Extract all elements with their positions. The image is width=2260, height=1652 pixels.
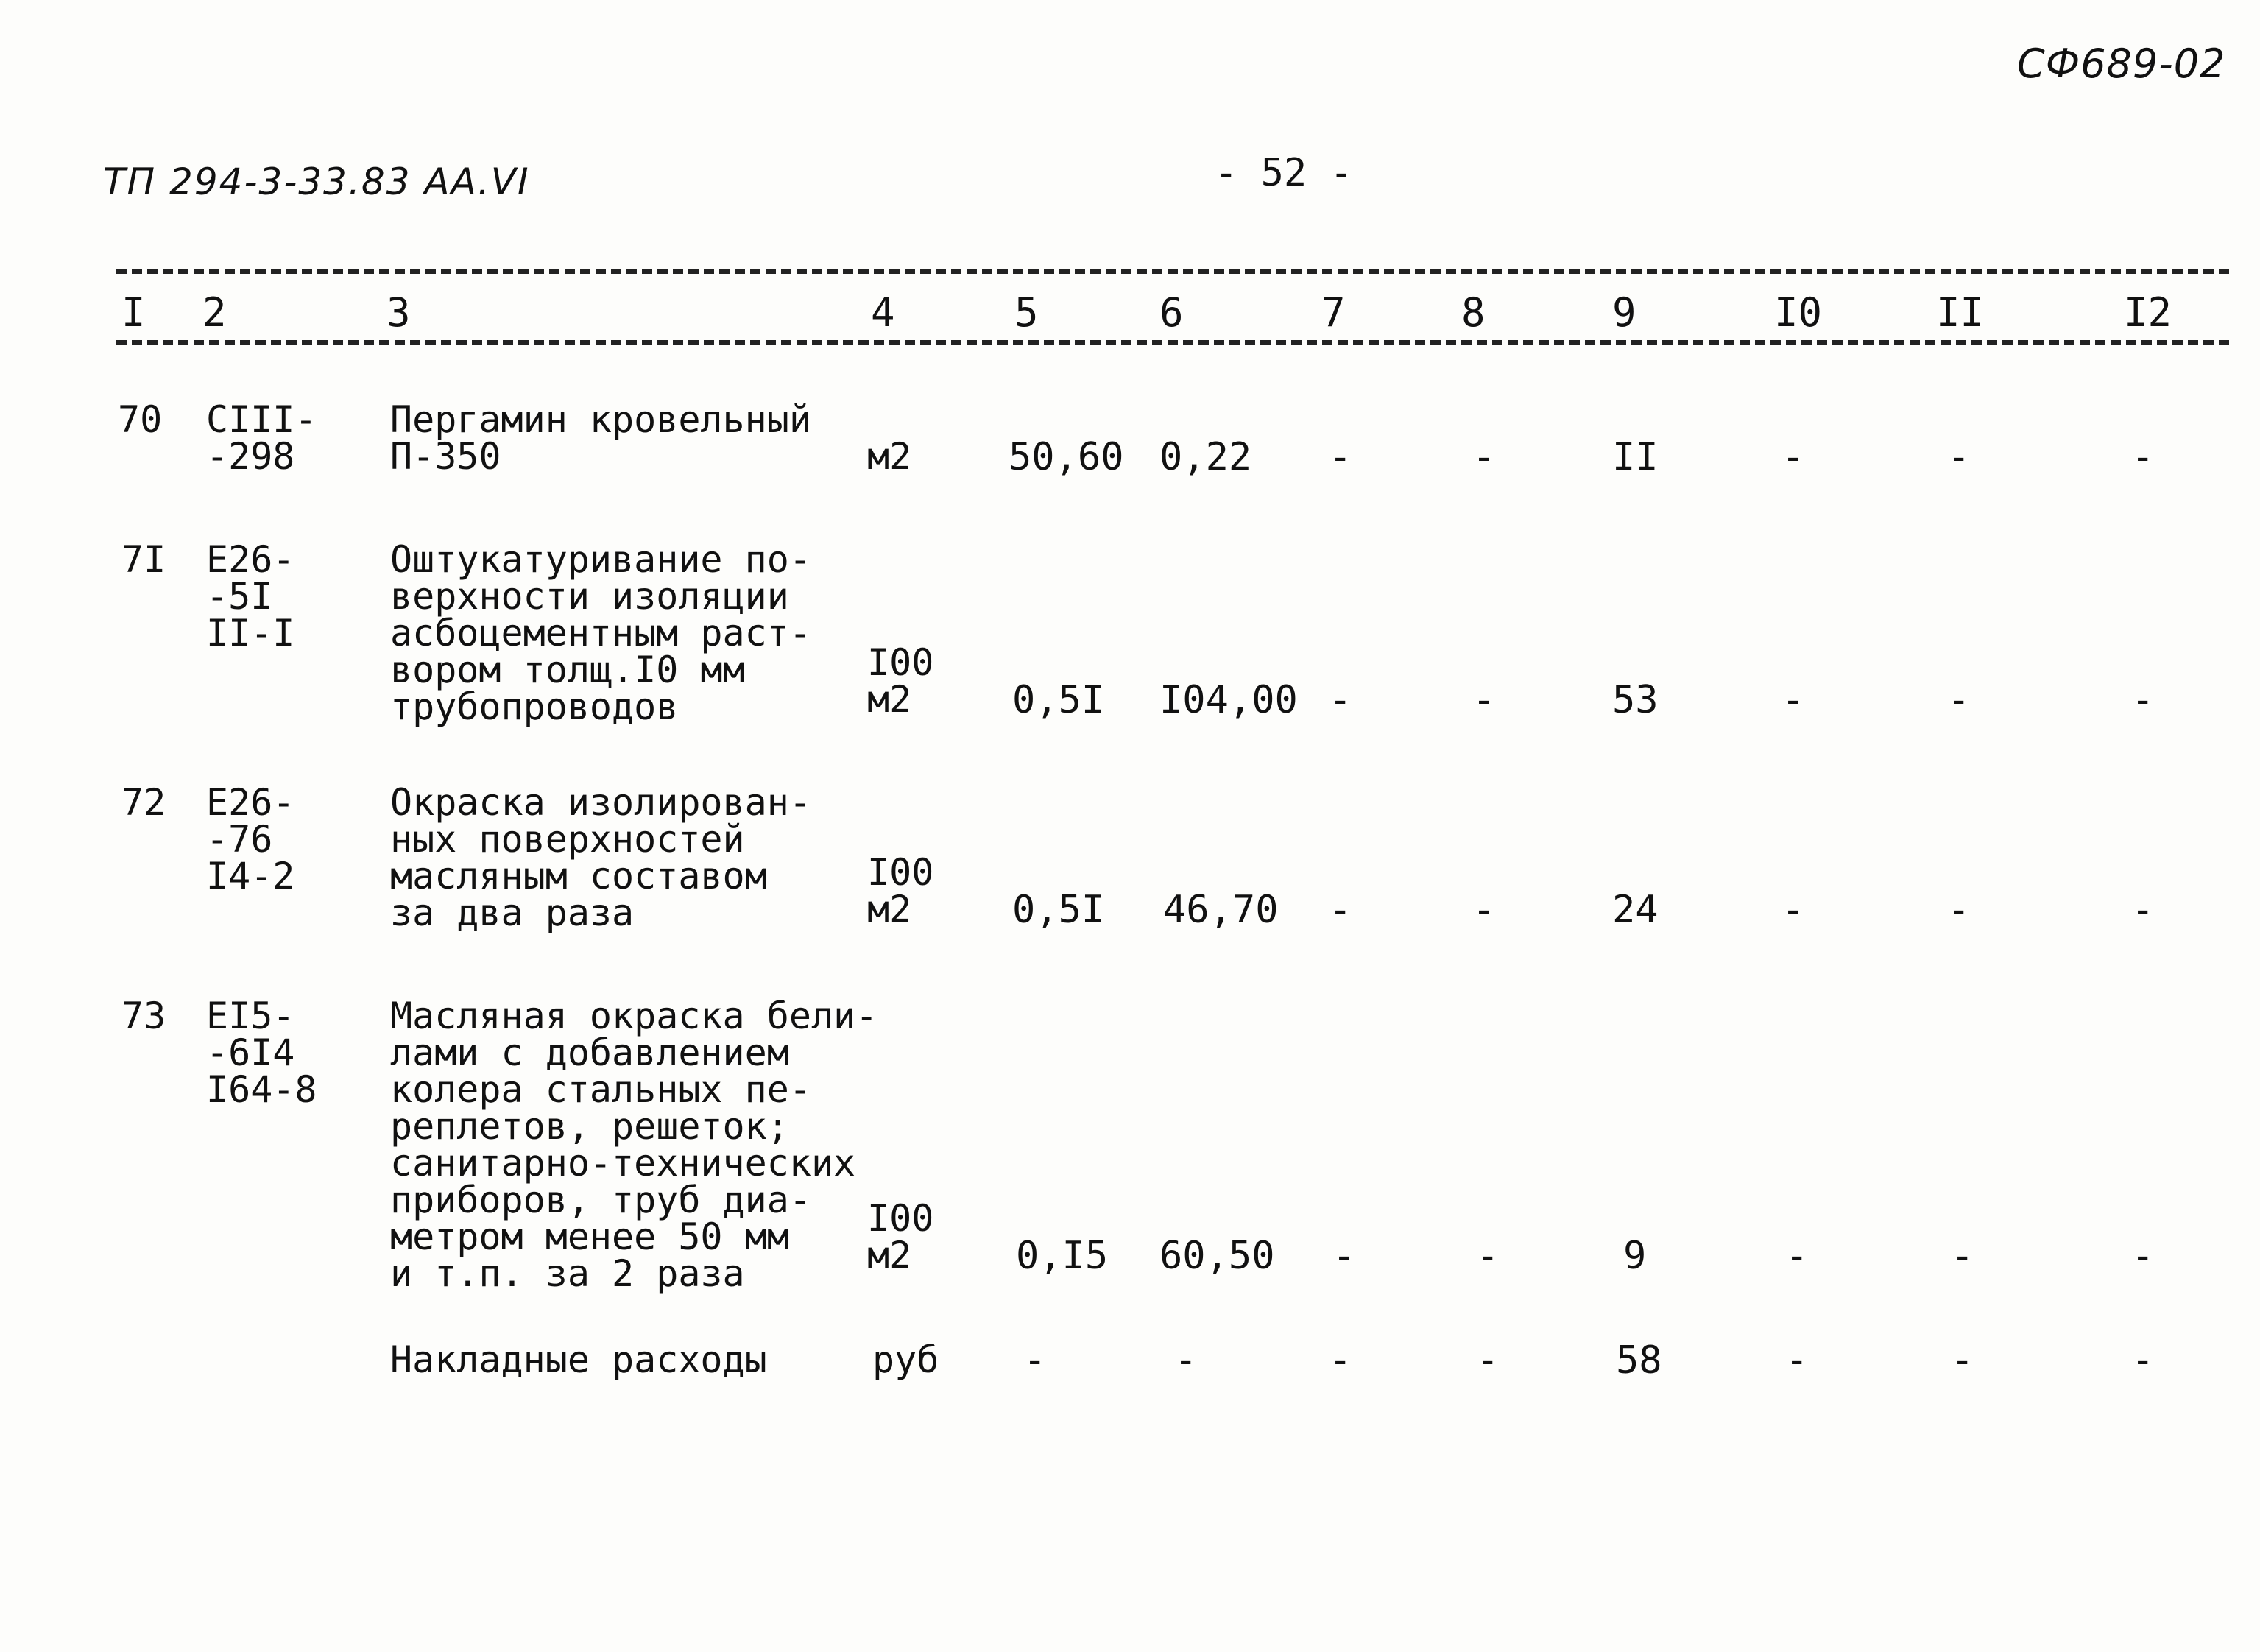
column-number: 9: [1612, 289, 1636, 336]
unit: м2: [867, 435, 912, 478]
row-number: 7I: [121, 538, 166, 581]
row-number: 73: [121, 995, 166, 1037]
col-10-value: -: [1785, 1338, 1809, 1383]
col-7-value: -: [1329, 888, 1352, 932]
column-number: I: [121, 289, 146, 336]
column-number: 3: [386, 289, 411, 336]
col-7-value: -: [1332, 1234, 1356, 1278]
column-number: I2: [2124, 289, 2172, 336]
unit: руб: [872, 1338, 939, 1381]
column-number: I0: [1774, 289, 1823, 336]
col-12-value: -: [2131, 1338, 2155, 1383]
col-12-value: -: [2131, 435, 2155, 479]
col-11-value: -: [1951, 1234, 1974, 1278]
col-9-value: 53: [1612, 678, 1659, 722]
col-9-value: 24: [1612, 888, 1659, 932]
column-number: 2: [202, 289, 227, 336]
col-10-value: -: [1781, 888, 1805, 932]
col-8-value: -: [1476, 1338, 1500, 1383]
col-10-value: -: [1781, 435, 1805, 479]
unit: I00 м2: [867, 851, 934, 931]
page-number: - 52 -: [1215, 151, 1353, 195]
column-number: 4: [871, 289, 895, 336]
col-8-value: -: [1472, 678, 1496, 722]
col-7-value: -: [1329, 435, 1352, 479]
work-description: Окраска изолирован- ных поверхностей масляным составом за два раза: [390, 781, 811, 934]
norm-code: Е26- -5I II-I: [206, 538, 295, 654]
col-11-value: -: [1947, 435, 1971, 479]
work-description: Оштукатуривание по- верхности изоляции асбоцементным раст- вором толщ.I0 мм трубопроводов: [390, 538, 811, 728]
column-number: 8: [1461, 289, 1486, 336]
column-number-underline: [116, 340, 2229, 345]
column-number: 6: [1159, 289, 1184, 336]
unit-price: -: [1174, 1338, 1198, 1383]
col-12-value: -: [2131, 888, 2155, 932]
row-number: 72: [121, 781, 166, 824]
document-code: ТП 294-3-33.83 АА.VI: [103, 160, 530, 203]
unit-price: 0,22: [1159, 435, 1252, 479]
col-12-value: -: [2131, 1234, 2155, 1278]
unit: I00 м2: [867, 1197, 934, 1277]
work-description: Масляная окраска бели- лами с добавлением колера стальных пе- реплетов, решеток; санитарно-технических приборов, труб диа- метром менее 50 мм и т.п. за 2 раза: [390, 995, 878, 1295]
overhead-description: Накладные расходы: [390, 1338, 767, 1381]
col-7-value: -: [1329, 1338, 1352, 1383]
column-number: 5: [1014, 289, 1039, 336]
quantity: -: [1023, 1338, 1047, 1383]
col-8-value: -: [1472, 435, 1496, 479]
col-9-value: 9: [1623, 1234, 1647, 1278]
table-top-rule: [116, 269, 2229, 274]
col-7-value: -: [1329, 678, 1352, 722]
col-11-value: -: [1947, 888, 1971, 932]
archive-mark: СФ689-02: [2017, 40, 2226, 87]
col-10-value: -: [1781, 678, 1805, 722]
unit: I00 м2: [867, 641, 934, 721]
quantity: 0,5I: [1012, 678, 1105, 722]
col-11-value: -: [1951, 1338, 1974, 1383]
column-number: 7: [1321, 289, 1346, 336]
column-number: II: [1936, 289, 1985, 336]
unit-price: I04,00: [1159, 678, 1298, 722]
col-8-value: -: [1476, 1234, 1500, 1278]
col-8-value: -: [1472, 888, 1496, 932]
norm-code: ЕI5- -6I4 I64-8: [206, 995, 317, 1111]
norm-code: Е26- -76 I4-2: [206, 781, 295, 897]
unit-price: 60,50: [1159, 1234, 1275, 1278]
col-9-value: 58: [1616, 1338, 1662, 1383]
norm-code: СIII- -298: [206, 398, 317, 478]
quantity: 0,I5: [1016, 1234, 1109, 1278]
col-12-value: -: [2131, 678, 2155, 722]
col-9-value: II: [1612, 435, 1659, 479]
col-10-value: -: [1785, 1234, 1809, 1278]
unit-price: 46,70: [1163, 888, 1279, 932]
work-description: Пергамин кровельный П-350: [390, 398, 811, 478]
row-number: 70: [118, 398, 163, 441]
quantity: 0,5I: [1012, 888, 1105, 932]
quantity: 50,60: [1009, 435, 1124, 479]
col-11-value: -: [1947, 678, 1971, 722]
